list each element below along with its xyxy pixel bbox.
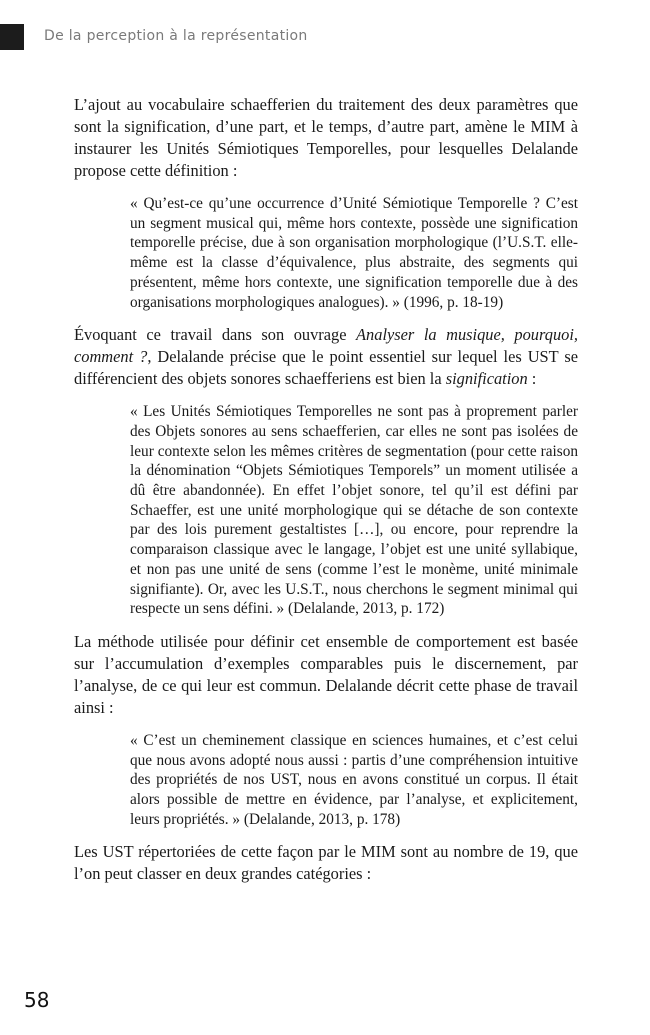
paragraph-4: Les UST répertoriées de cette façon par le MIM sont au nombre de 19, que l’on peut classer en deux grandes catégories : [74,842,578,884]
emphasized-term: signification [445,369,528,389]
paragraph-2-text-a: Évoquant ce travail dans son ouvrage [74,325,357,345]
page-number: 58 [24,988,50,1012]
running-title: De la perception à la représentation [44,28,308,44]
book-title: Analyser la musique, pourquoi, comment ? [74,325,578,367]
block-quote-1: « Qu’est-ce qu’une occurrence d’Unité Sémiotique Temporelle ? C’est un segment musical qui, même hors contexte, possède une signification temporelle précise, due à son organisation morphologique (l’U.S.T. elle-même est la classe d’équivalence, plus abstraite, des segments qui présentent, même hors contexte, une signification temporelle due à des organisations morphologiques analogues). » (1996, p. 18-19) [130,195,578,311]
block-quote-3: « C’est un cheminement classique en sciences humaines, et c’est celui que nous avons adopté nous aussi : partis d’une compréhension intuitive des propriétés de nos UST, nous en avons constitué un corpus. Il était alors possible de mettre en évidence, par l’analyse, et explicitement, leurs propriétés. » (Delalande, 2013, p. 178) [130,731,578,828]
block-quote-2: « Les Unités Sémiotiques Temporelles ne sont pas à proprement parler des Objets sonores au sens schaefferien, car elles ne sont pas isolées de leur contexte selon les mêmes critères de segmentation (pour cette raison la dénomination “Objets Sémiotiques Temporels” un moment utilisée a dû être abandonnée). En effet l’objet sonore, tel qu’il est défini par Schaeffer, est une unité morphologique qui se détache de son contexte par des lois purement gestaltistes […], ou encore, pour reprendre la comparaison classique avec le langage, l’objet est une unité syllabique, et non pas une unité de sens (comme l’est le monème, unité minimale signifiante). Or, avec les U.S.T., nous cherchons le segment minimal qui respecte un sens défini. » (Delalande, 2013, p. 172) [130,403,578,618]
paragraph-3: La méthode utilisée pour définir cet ensemble de comportement est basée sur l’accumulation d’exemples comparables puis le discernement, par l’analyse, de ce qui leur est commun. Delalande décrit cette phase de travail ainsi : [74,631,578,717]
header-marker-block [0,24,24,50]
paragraph-2-text-c: : [527,369,537,389]
main-text [74,94,578,897]
paragraph-2-text-b: , Delalande précise que le point essentiel sur lequel les UST se différencient des objets sonores schaefferiens est bien la [74,347,578,389]
paragraph-2 [74,324,578,390]
paragraph-1: L’ajout au vocabulaire schaefferien du traitement des deux paramètres que sont la signification, d’une part, et le temps, d’autre part, amène le MIM à instaurer les Unités Sémiotiques Temporelles, pour lesquelles Delalande propose cette définition : [74,95,578,180]
